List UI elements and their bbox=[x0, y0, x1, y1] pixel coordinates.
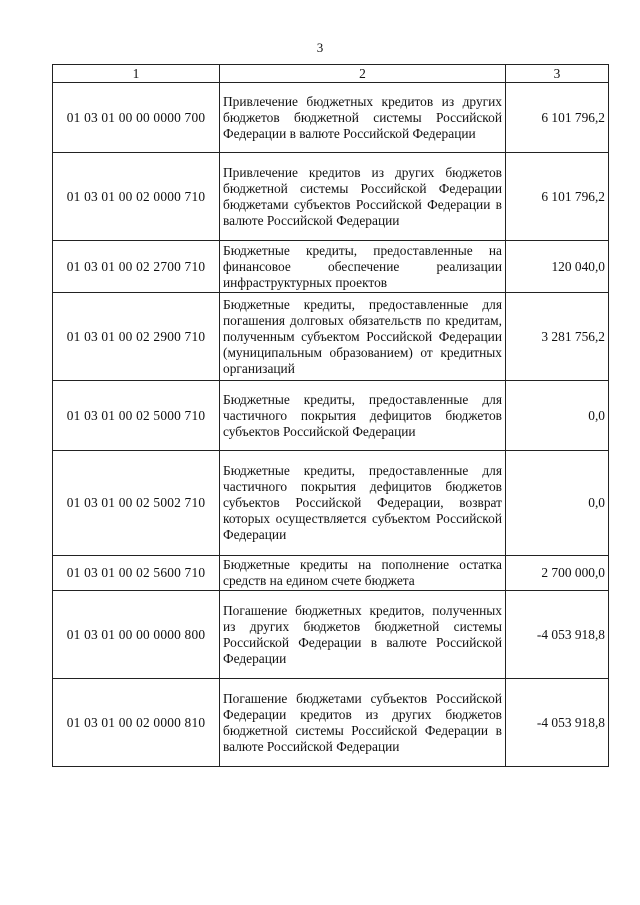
row-description: Привлечение бюджетных кредитов из других бюджетов бюджетной системы Российской Федерации в валюте Российской Федерации bbox=[220, 83, 506, 153]
row-description: Бюджетные кредиты, предоставленные для частичного покрытия дефицитов бюджетов субъектов Российской Федерации, возврат которых осуществляется субъектом Российской Федерации bbox=[220, 451, 506, 556]
row-description: Бюджетные кредиты, предоставленные на финансовое обеспечение реализации инфраструктурных проектов bbox=[220, 241, 506, 293]
table-row bbox=[53, 293, 609, 381]
table-row bbox=[53, 451, 609, 556]
budget-sources-table bbox=[52, 64, 609, 767]
row-amount: 0,0 bbox=[506, 381, 609, 451]
table-header-row bbox=[53, 65, 609, 83]
table-row bbox=[53, 556, 609, 591]
row-description: Погашение бюджетных кредитов, полученных из других бюджетов бюджетной системы Российской Федерации в валюте Российской Федерации bbox=[220, 591, 506, 679]
table-row bbox=[53, 591, 609, 679]
row-description: Бюджетные кредиты на пополнение остатка средств на едином счете бюджета bbox=[220, 556, 506, 591]
row-code: 01 03 01 00 02 0000 710 bbox=[53, 153, 220, 241]
row-code: 01 03 01 00 00 0000 800 bbox=[53, 591, 220, 679]
row-amount: 6 101 796,2 bbox=[506, 153, 609, 241]
row-code: 01 03 01 00 02 5600 710 bbox=[53, 556, 220, 591]
row-code: 01 03 01 00 02 5000 710 bbox=[53, 381, 220, 451]
row-code: 01 03 01 00 02 5002 710 bbox=[53, 451, 220, 556]
row-description: Погашение бюджетами субъектов Российской Федерации кредитов из других бюджетов бюджетной системы Российской Федерации в валюте Российской Федерации bbox=[220, 679, 506, 767]
row-amount: -4 053 918,8 bbox=[506, 591, 609, 679]
row-amount: 3 281 756,2 bbox=[506, 293, 609, 381]
row-amount: 2 700 000,0 bbox=[506, 556, 609, 591]
row-amount: -4 053 918,8 bbox=[506, 679, 609, 767]
table-row bbox=[53, 241, 609, 293]
row-amount: 120 040,0 bbox=[506, 241, 609, 293]
row-amount: 6 101 796,2 bbox=[506, 83, 609, 153]
table-row bbox=[53, 153, 609, 241]
column-header-code: 1 bbox=[53, 65, 220, 83]
column-header-amount: 3 bbox=[506, 65, 609, 83]
row-code: 01 03 01 00 02 0000 810 bbox=[53, 679, 220, 767]
row-description: Бюджетные кредиты, предоставленные для частичного покрытия дефицитов бюджетов субъектов Российской Федерации bbox=[220, 381, 506, 451]
row-code: 01 03 01 00 00 0000 700 bbox=[53, 83, 220, 153]
table-row bbox=[53, 679, 609, 767]
column-header-description: 2 bbox=[220, 65, 506, 83]
row-description: Привлечение кредитов из других бюджетов бюджетной системы Российской Федерации бюджетами субъектов Российской Федерации в валюте Российской Федерации bbox=[220, 153, 506, 241]
table-row bbox=[53, 381, 609, 451]
row-description: Бюджетные кредиты, предоставленные для погашения долговых обязательств по кредитам, полученным субъектом Российской Федерации (муниципальным образованием) от кредитных организаций bbox=[220, 293, 506, 381]
row-amount: 0,0 bbox=[506, 451, 609, 556]
row-code: 01 03 01 00 02 2700 710 bbox=[53, 241, 220, 293]
table-row bbox=[53, 83, 609, 153]
row-code: 01 03 01 00 02 2900 710 bbox=[53, 293, 220, 381]
page-number: 3 bbox=[316, 40, 324, 55]
